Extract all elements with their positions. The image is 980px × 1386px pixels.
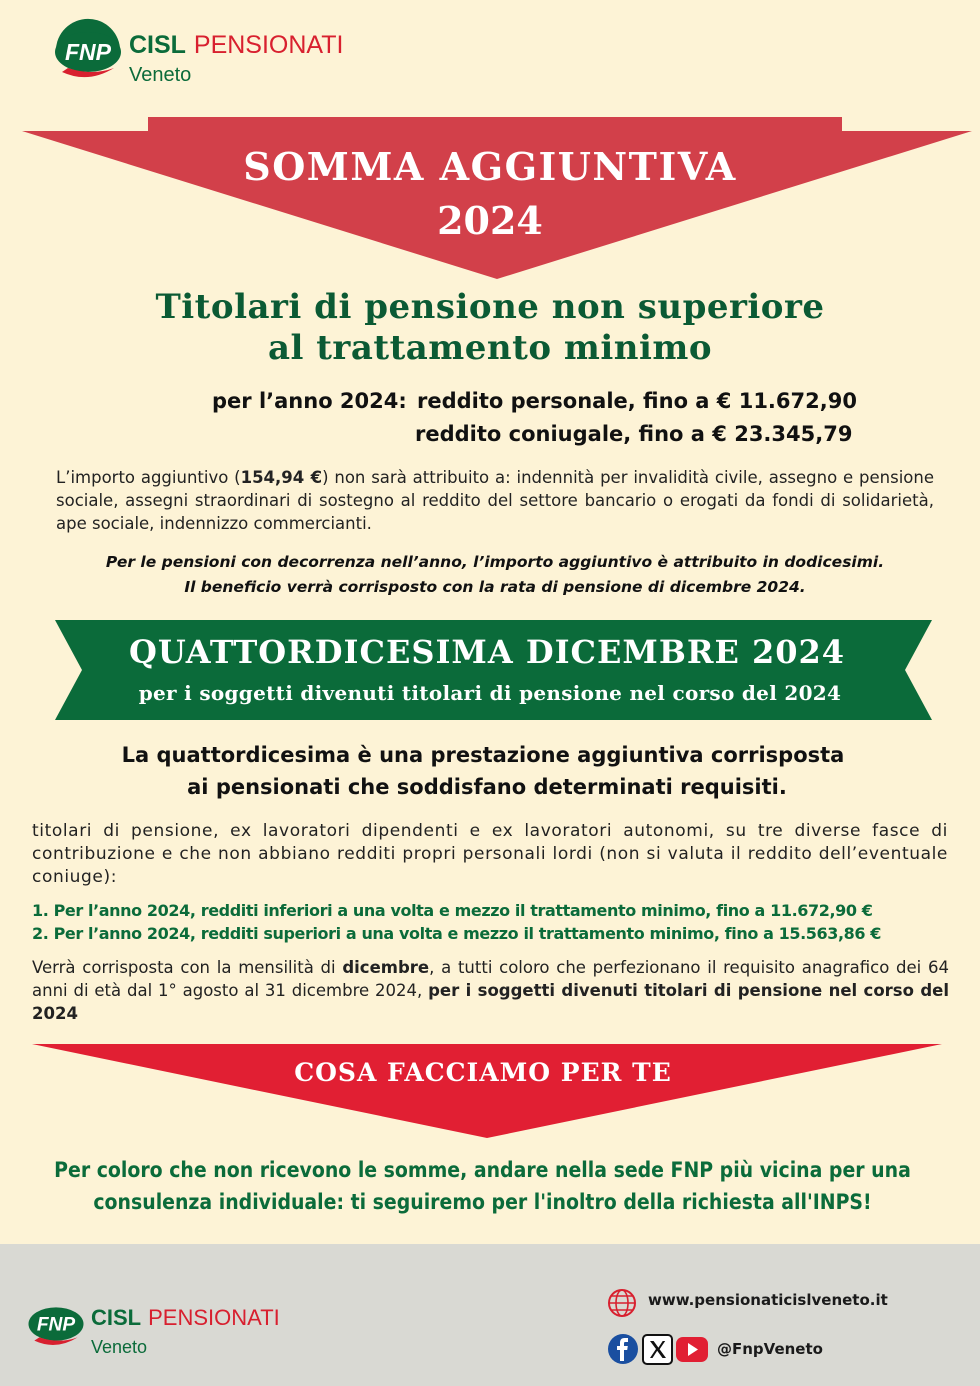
logo-org: CISL	[129, 31, 186, 59]
x-icon[interactable]	[642, 1334, 673, 1365]
requirements-paragraph: titolari di pensione, ex lavoratori dipendenti e ex lavoratori autonomi, su tre diverse fasce di contribuzione e che non abbiano redditi propri personali lordi (non si valuta il reddito dell’eventuale coniuge):	[32, 821, 948, 887]
footer-logo-org2: PENSIONATI	[148, 1305, 280, 1330]
globe-icon	[606, 1287, 638, 1319]
subtitle-line-1: Titolari di pensione non superiore	[155, 287, 825, 327]
subtitle-line-2: al trattamento minimo	[267, 328, 713, 368]
logo-org2: PENSIONATI	[193, 31, 344, 59]
footer-logo-region: Veneto	[91, 1337, 148, 1357]
banner-cosa-title: COSA FACCIAMO PER TE	[294, 1058, 672, 1087]
banner-somma-year: 2024	[437, 198, 543, 243]
svg-text:FNP: FNP	[65, 39, 111, 65]
website-link[interactable]: www.pensionaticislveneto.it	[648, 1291, 888, 1309]
note-line-1: Per le pensioni con decorrenza nell’anno, l’importo aggiuntivo è attribuito in dodicesimi.	[105, 553, 885, 571]
facebook-icon[interactable]	[607, 1333, 639, 1365]
social-handle[interactable]: @FnpVeneto	[717, 1340, 823, 1358]
fnp-logo-mark-footer	[26, 1295, 86, 1353]
exclusions-paragraph: L’importo aggiuntivo (154,94 €) non sarà attribuito a: indennità per invalidità civile, assegno e pensione sociale, assegni straordinari di sostegno al reddito del settore bancario o erogati da fondi di solidarietà, ape sociale, indennizzo commercianti.	[56, 468, 934, 533]
income-prefix: per l’anno 2024:	[212, 389, 407, 413]
income-bracket-2: 2. Per l’anno 2024, redditi superiori a una volta e mezzo il trattamento minimo, fino a 15.563,86 €	[32, 924, 882, 943]
banner-quattordicesima-subtitle: per i soggetti divenuti titolari di pensione nel corso del 2024	[138, 681, 842, 705]
income-bracket-1: 1. Per l’anno 2024, redditi inferiori a una volta e mezzo il trattamento minimo, fino a 11.672,90 €	[32, 901, 873, 920]
lead-line-2: ai pensionati che soddisfano determinati requisiti.	[187, 775, 787, 799]
youtube-icon[interactable]	[675, 1336, 709, 1363]
bonus-amount: 154,94 €	[240, 468, 323, 487]
income-personal: reddito personale, fino a € 11.672,90	[417, 389, 857, 413]
svg-text:FNP: FNP	[36, 1314, 76, 1336]
lead-line-1: La quattordicesima è una prestazione aggiuntiva corrisposta	[121, 743, 845, 767]
payment-eligibility: per i soggetti divenuti titolari di pensione nel corso del 2024	[32, 981, 949, 1023]
payment-paragraph: Verrà corrisposta con la mensilità di dicembre, a tutti coloro che perfezionano il requisito anagrafico dei 64 anni di età dal 1° agosto al 31 dicembre 2024, per i soggetti divenuti titolari di pensione nel corso del 2024	[32, 958, 949, 1023]
footer-logo-org: CISL	[91, 1305, 142, 1330]
banner-somma-title: SOMMA AGGIUNTIVA	[243, 144, 737, 189]
cta-line-1: Per coloro che non ricevono le somme, andare nella sede FNP più vicina per una	[54, 1158, 911, 1182]
income-spousal: reddito coniugale, fino a € 23.345,79	[415, 422, 853, 446]
note-line-2: Il beneficio verrà corrisposto con la rata di pensione di dicembre 2024.	[184, 578, 806, 596]
payment-month: dicembre	[342, 958, 430, 977]
logo-region: Veneto	[129, 64, 192, 86]
banner-quattordicesima-title: QUATTORDICESIMA DICEMBRE 2024	[128, 633, 846, 671]
cta-line-2: consulenza individuale: ti seguiremo per l'inoltro della richiesta all'INPS!	[93, 1190, 872, 1214]
